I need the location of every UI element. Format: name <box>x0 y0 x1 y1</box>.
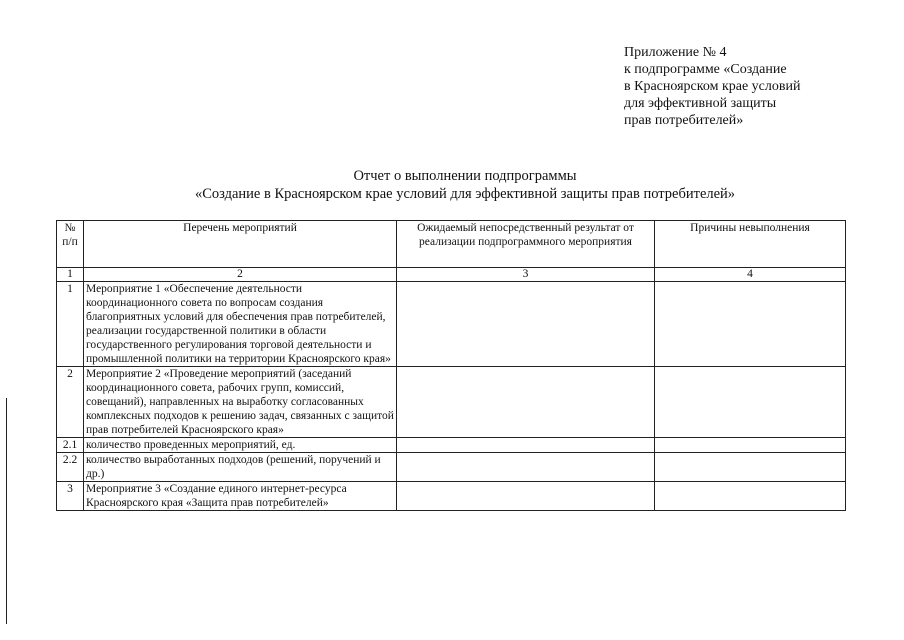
row-number: 2 <box>57 367 84 438</box>
appendix-line: прав потребителей» <box>624 113 744 128</box>
header-num: № п/п <box>57 221 84 268</box>
table-row <box>57 367 846 438</box>
column-number: 4 <box>655 268 846 282</box>
header-result: Ожидаемый непосредственный результат от реализации подпрограммного мероприятия <box>397 221 655 268</box>
column-number-row <box>57 268 846 282</box>
appendix-line: Приложение № 4 <box>624 45 727 60</box>
row-event: Мероприятие 2 «Проведение мероприятий (заседаний координационного совета, рабочих групп, комиссий, совещаний), направленных на выработку согласованных комплексных подходов к решению задач, связанных с защитой прав потребителей Красноярского края» <box>84 367 397 438</box>
scan-edge-line <box>6 398 7 624</box>
report-title-line-2: «Создание в Красноярском крае условий для эффективной защиты прав потребителей» <box>194 186 736 202</box>
appendix-line: в Красноярском крае условий <box>624 79 801 94</box>
row-reason <box>655 367 846 438</box>
table-header-row <box>57 221 846 268</box>
table-row <box>57 438 846 453</box>
table-row <box>57 482 846 511</box>
appendix-line: для эффективной защиты <box>624 96 777 111</box>
report-table <box>56 220 846 511</box>
header-event: Перечень мероприятий <box>84 221 397 268</box>
row-number: 1 <box>57 282 84 367</box>
row-event: Мероприятие 1 «Обеспечение деятельности координационного совета по вопросам создания благоприятных условий для обеспечения прав потребителей, реализации государственной политики в области государственного регулирования торговой деятельности и промышленной политики на территории Красноярского края» <box>84 282 397 367</box>
column-number: 2 <box>84 268 397 282</box>
row-event: количество проведенных мероприятий, ед. <box>84 438 397 453</box>
row-result <box>397 453 655 482</box>
row-result <box>397 367 655 438</box>
row-reason <box>655 282 846 367</box>
column-number: 3 <box>397 268 655 282</box>
table-row <box>57 453 846 482</box>
row-number: 2.1 <box>57 438 84 453</box>
row-result <box>397 282 655 367</box>
report-title <box>0 167 904 203</box>
row-event: количество выработанных подходов (решений, поручений и др.) <box>84 453 397 482</box>
table-row <box>57 282 846 367</box>
row-number: 3 <box>57 482 84 511</box>
appendix-note <box>624 44 800 129</box>
row-result <box>397 438 655 453</box>
header-reason: Причины невыполнения <box>655 221 846 268</box>
report-title-line-1: Отчет о выполнении подпрограммы <box>353 168 577 184</box>
row-result <box>397 482 655 511</box>
row-reason <box>655 453 846 482</box>
row-reason <box>655 438 846 453</box>
row-event: Мероприятие 3 «Создание единого интернет-ресурса Красноярского края «Защита прав потребителей» <box>84 482 397 511</box>
row-number: 2.2 <box>57 453 84 482</box>
appendix-line: к подпрограмме «Создание <box>624 62 787 77</box>
row-reason <box>655 482 846 511</box>
column-number: 1 <box>57 268 84 282</box>
